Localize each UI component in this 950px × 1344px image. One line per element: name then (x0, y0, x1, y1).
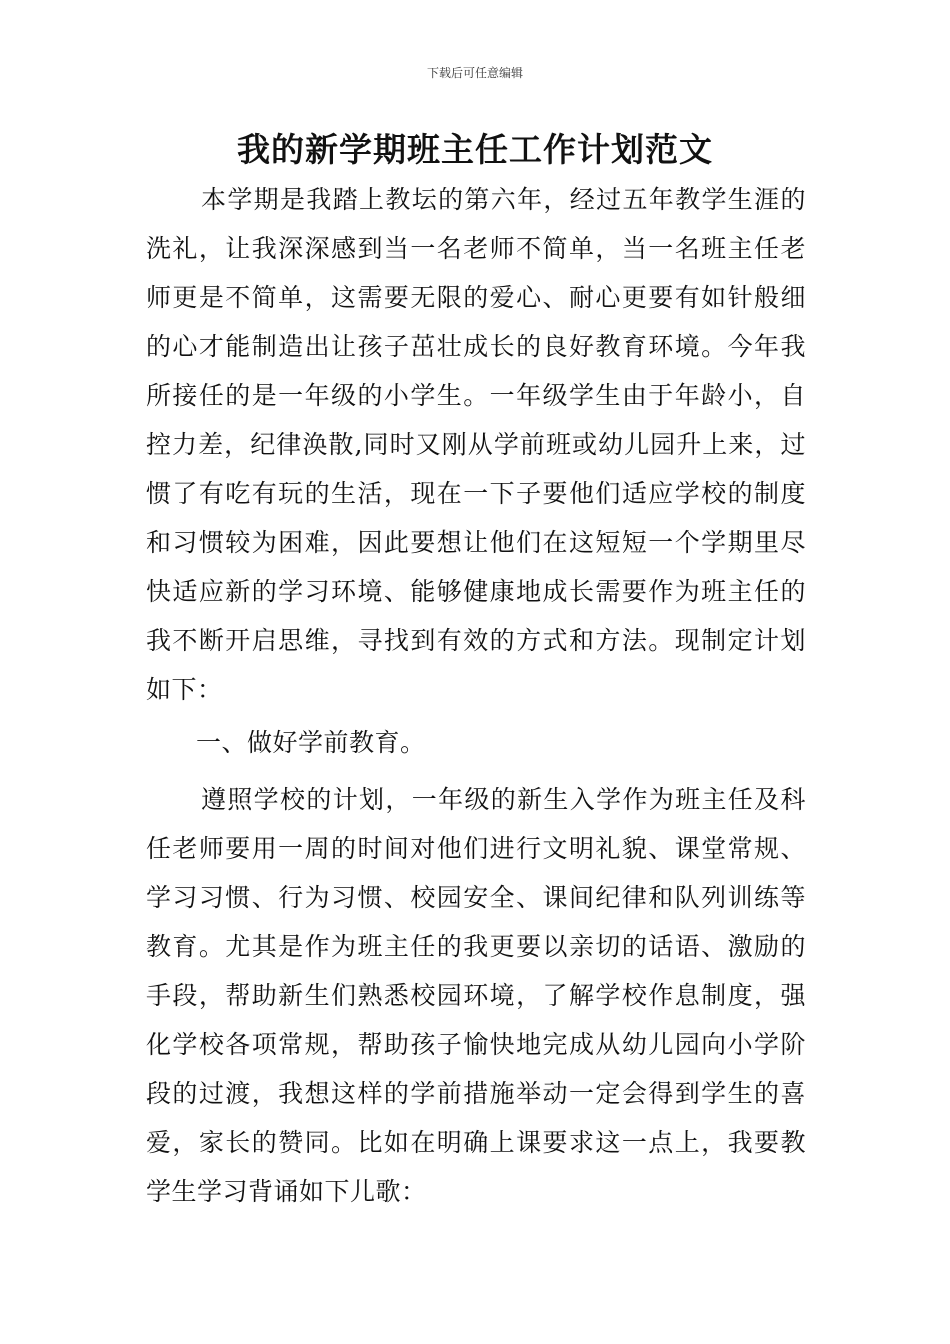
document-body (146, 175, 806, 1216)
header-note: 下载后可任意编辑 (426, 66, 523, 80)
section-heading-1: 一、做好学前教育。 (196, 728, 426, 757)
section-1-paragraph: 遵照学校的计划，一年级的新生入学作为班主任及科任老师要用一周的时间对他们进行文明礼貌、课堂常规、学习习惯、行为习惯、校园安全、课间纪律和队列训练等教育。尤其是作为班主任的我更要以亲切的话语、激励的手段，帮助新生们熟悉校园环境，了解学校作息制度，强化学校各项常规，帮助孩子愉快地完成从幼儿园向小学阶段的过渡，我想这样的学前措施举动一定会得到学生的喜爱，家长的赞同。比如在明确上课要求这一点上，我要教学生学习背诵如下儿歌： (146, 785, 806, 1206)
intro-paragraph: 本学期是我踏上教坛的第六年，经过五年教学生涯的洗礼，让我深深感到当一名老师不简单，当一名班主任老师更是不简单，这需要无限的爱心、耐心更要有如针般细的心才能制造出让孩子茁壮成长的良好教育环境。今年我所接任的是一年级的小学生。一年级学生由于年龄小，自控力差，纪律涣散,同时又刚从学前班或幼儿园升上来，过惯了有吃有玩的生活，现在一下子要他们适应学校的制度和习惯较为困难，因此要想让他们在这短短一个学期里尽快适应新的学习环境、能够健康地成长需要作为班主任的我不断开启思维，寻找到有效的方式和方法。现制定计划如下： (146, 185, 806, 704)
document-title: 我的新学期班主任工作计划范文 (237, 130, 713, 169)
